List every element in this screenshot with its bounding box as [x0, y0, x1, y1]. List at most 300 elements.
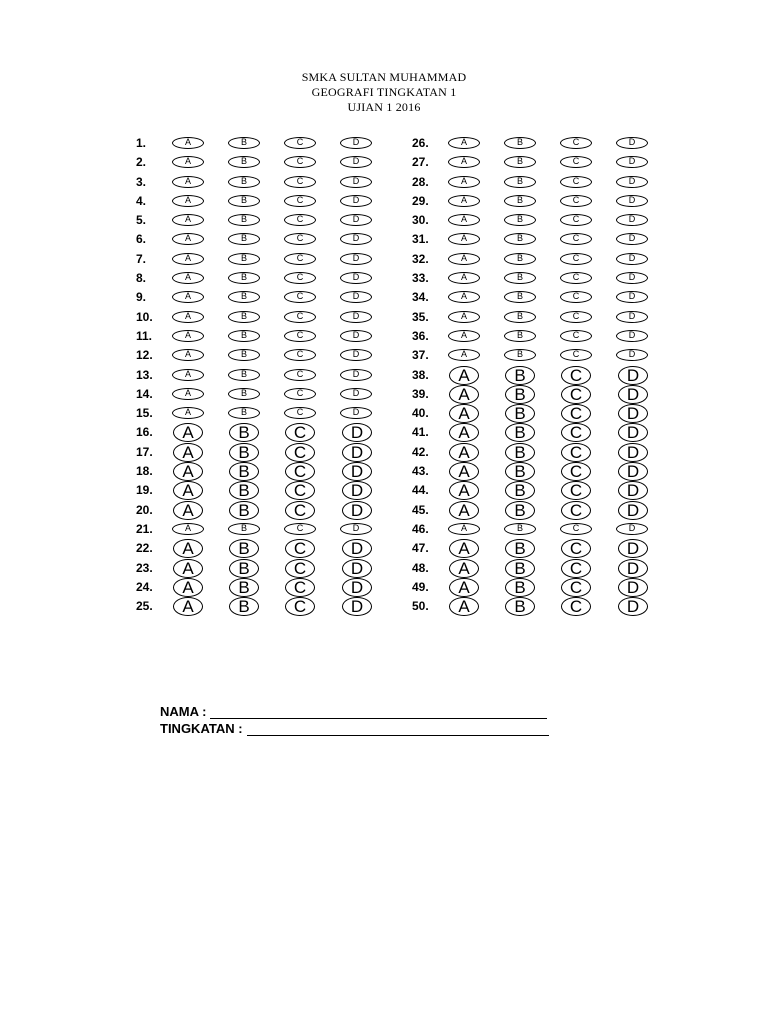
answer-bubble-c[interactable]: C: [284, 369, 316, 381]
question-row: [136, 173, 396, 192]
answer-bubble-d[interactable]: D: [340, 272, 372, 284]
answer-bubble-b[interactable]: B: [229, 462, 259, 481]
answer-bubble-d[interactable]: D: [340, 253, 372, 265]
question-row: [136, 346, 396, 365]
answer-bubble-c[interactable]: C: [560, 156, 592, 168]
answer-bubble-d[interactable]: D: [616, 214, 648, 226]
question-number: 29.: [412, 193, 429, 208]
question-row: [136, 327, 396, 346]
answer-bubble-b[interactable]: B: [505, 423, 535, 442]
answer-bubble-c[interactable]: C: [561, 462, 591, 481]
answer-bubble-a[interactable]: A: [449, 501, 479, 520]
question-row: [412, 153, 672, 172]
question-row: [136, 308, 396, 327]
answer-bubble-d[interactable]: D: [616, 330, 648, 342]
answer-bubble-b[interactable]: B: [505, 443, 535, 462]
answer-bubble-a[interactable]: A: [449, 443, 479, 462]
question-row: [412, 346, 672, 365]
answer-bubble-b[interactable]: B: [229, 423, 259, 442]
question-row: [412, 230, 672, 249]
answer-bubble-a[interactable]: A: [449, 539, 479, 558]
question-row: [136, 520, 396, 539]
question-number: 25.: [136, 599, 153, 614]
answer-bubble-b[interactable]: B: [229, 539, 259, 558]
answer-bubble-a[interactable]: A: [172, 272, 204, 284]
answer-bubble-b[interactable]: B: [505, 481, 535, 500]
question-number: 42.: [412, 444, 429, 459]
answer-bubble-d[interactable]: D: [618, 366, 648, 385]
answer-bubble-d[interactable]: D: [616, 311, 648, 323]
question-row: [412, 385, 672, 404]
answer-bubble-c[interactable]: C: [285, 423, 315, 442]
answer-bubble-a[interactable]: A: [173, 443, 203, 462]
answer-bubble-c[interactable]: C: [285, 481, 315, 500]
answer-bubble-a[interactable]: A: [173, 597, 203, 616]
answer-bubble-c[interactable]: C: [285, 559, 315, 578]
question-number: 16.: [136, 425, 153, 440]
question-row: [412, 308, 672, 327]
answer-bubble-c[interactable]: C: [285, 578, 315, 597]
answer-bubble-b[interactable]: B: [229, 443, 259, 462]
question-row: [412, 443, 672, 462]
answer-bubble-a[interactable]: A: [449, 423, 479, 442]
answer-bubble-c[interactable]: C: [560, 311, 592, 323]
question-number: 23.: [136, 560, 153, 575]
answer-bubble-d[interactable]: D: [340, 291, 372, 303]
answer-bubble-b[interactable]: B: [504, 311, 536, 323]
answer-bubble-c[interactable]: C: [561, 501, 591, 520]
answer-bubble-a[interactable]: A: [448, 176, 480, 188]
question-number: 26.: [412, 136, 429, 150]
answer-bubble-a[interactable]: A: [172, 253, 204, 265]
question-number: 9.: [136, 290, 147, 305]
answer-bubble-a[interactable]: A: [448, 291, 480, 303]
answer-bubble-d[interactable]: D: [342, 462, 372, 481]
answer-bubble-c[interactable]: C: [284, 195, 316, 207]
answer-bubble-d[interactable]: D: [340, 214, 372, 226]
answer-bubble-a[interactable]: A: [172, 523, 204, 535]
answer-bubble-b[interactable]: B: [229, 597, 259, 616]
answer-bubble-a[interactable]: A: [173, 539, 203, 558]
answer-bubble-a[interactable]: A: [449, 366, 479, 385]
question-number: 41.: [412, 425, 429, 440]
answer-bubble-d[interactable]: D: [340, 407, 372, 419]
answer-bubble-d[interactable]: D: [616, 176, 648, 188]
answer-bubble-c[interactable]: C: [284, 253, 316, 265]
answer-bubble-b[interactable]: B: [228, 388, 260, 400]
answer-bubble-b[interactable]: B: [505, 366, 535, 385]
question-number: 30.: [412, 213, 429, 228]
question-row: [136, 597, 396, 616]
answer-bubble-c[interactable]: C: [284, 233, 316, 245]
answer-bubble-b[interactable]: B: [229, 481, 259, 500]
answer-bubble-a[interactable]: A: [172, 388, 204, 400]
question-number: 5.: [136, 213, 147, 228]
question-row: [412, 250, 672, 269]
question-number: 48.: [412, 560, 429, 575]
answer-bubble-a[interactable]: A: [172, 349, 204, 361]
answer-bubble-a[interactable]: A: [448, 349, 480, 361]
question-number: 19.: [136, 483, 153, 498]
question-row: [136, 423, 396, 442]
answer-bubble-d[interactable]: D: [616, 272, 648, 284]
question-row: [136, 153, 396, 172]
school-name: SMKA SULTAN MUHAMMAD: [301, 70, 467, 84]
answer-bubble-c[interactable]: C: [560, 137, 592, 149]
answer-bubble-a[interactable]: A: [172, 156, 204, 168]
answer-bubble-b[interactable]: B: [229, 501, 259, 520]
answer-bubble-a[interactable]: A: [448, 272, 480, 284]
question-number: 45.: [412, 502, 429, 517]
answer-bubble-a[interactable]: A: [173, 462, 203, 481]
answer-bubble-d[interactable]: D: [616, 195, 648, 207]
question-number: 14.: [136, 386, 153, 401]
answer-bubble-d[interactable]: D: [618, 501, 648, 520]
answer-bubble-a[interactable]: A: [172, 407, 204, 419]
answer-bubble-c[interactable]: C: [560, 349, 592, 361]
answer-bubble-b[interactable]: B: [228, 407, 260, 419]
answer-bubble-a[interactable]: A: [449, 559, 479, 578]
answer-bubble-b[interactable]: B: [505, 462, 535, 481]
answer-bubble-d[interactable]: D: [340, 330, 372, 342]
question-number: 7.: [136, 251, 147, 266]
answer-bubble-c[interactable]: C: [560, 176, 592, 188]
answer-bubble-c[interactable]: C: [284, 330, 316, 342]
question-row: [412, 501, 672, 520]
question-row: [412, 327, 672, 346]
answer-bubble-a[interactable]: A: [172, 369, 204, 381]
answer-bubble-a[interactable]: A: [448, 214, 480, 226]
question-row: [136, 481, 396, 500]
answer-bubble-c[interactable]: C: [560, 272, 592, 284]
question-row: [412, 269, 672, 288]
answer-bubble-b[interactable]: B: [504, 349, 536, 361]
answer-bubble-b[interactable]: B: [505, 404, 535, 423]
question-number: 4.: [136, 193, 147, 208]
question-row: [412, 192, 672, 211]
answer-bubble-d[interactable]: D: [342, 597, 372, 616]
answer-bubble-a[interactable]: A: [172, 330, 204, 342]
answer-bubble-a[interactable]: A: [448, 137, 480, 149]
question-row: [412, 404, 672, 423]
question-row: [136, 211, 396, 230]
answer-bubble-b[interactable]: B: [228, 291, 260, 303]
answer-bubble-b[interactable]: B: [505, 385, 535, 404]
question-number: 50.: [412, 599, 429, 614]
answer-bubble-d[interactable]: D: [340, 349, 372, 361]
answer-bubble-c[interactable]: C: [561, 481, 591, 500]
answer-bubble-d[interactable]: D: [618, 404, 648, 423]
answer-bubble-c[interactable]: C: [284, 137, 316, 149]
answer-bubble-a[interactable]: A: [173, 578, 203, 597]
tingkatan-label: TINGKATAN :: [160, 721, 243, 736]
answer-bubble-a[interactable]: A: [173, 423, 203, 442]
answer-bubble-a[interactable]: A: [172, 233, 204, 245]
question-number: 3.: [136, 174, 147, 189]
answer-bubble-a[interactable]: A: [449, 597, 479, 616]
question-number: 20.: [136, 502, 153, 517]
question-number: 1.: [136, 136, 147, 150]
question-row: [136, 250, 396, 269]
question-row: [412, 134, 672, 153]
question-row: [412, 520, 672, 539]
answer-bubble-b[interactable]: B: [504, 214, 536, 226]
exam-title: UJIAN 1 2016: [347, 100, 421, 114]
answer-bubble-c[interactable]: C: [285, 597, 315, 616]
question-row: [136, 366, 396, 385]
answer-bubble-b[interactable]: B: [228, 330, 260, 342]
question-row: [412, 211, 672, 230]
tingkatan-field[interactable]: [247, 723, 549, 736]
answer-bubble-d[interactable]: D: [616, 233, 648, 245]
answer-bubble-a[interactable]: A: [173, 501, 203, 520]
answer-bubble-c[interactable]: C: [285, 539, 315, 558]
answer-bubble-c[interactable]: C: [284, 407, 316, 419]
answer-bubble-d[interactable]: D: [616, 523, 648, 535]
answer-bubble-a[interactable]: A: [448, 330, 480, 342]
question-number: 27.: [412, 155, 429, 170]
answer-bubble-d[interactable]: D: [618, 539, 648, 558]
answer-bubble-d[interactable]: D: [340, 311, 372, 323]
answer-bubble-b[interactable]: B: [505, 597, 535, 616]
answer-column-right: [412, 134, 672, 616]
answer-bubble-b[interactable]: B: [228, 195, 260, 207]
question-number: 32.: [412, 251, 429, 266]
student-info-form: [160, 702, 549, 736]
question-row: [136, 501, 396, 520]
answer-bubble-a[interactable]: A: [448, 233, 480, 245]
question-row: [136, 578, 396, 597]
answer-bubble-d[interactable]: D: [340, 388, 372, 400]
question-number: 46.: [412, 521, 429, 536]
answer-bubble-c[interactable]: C: [285, 443, 315, 462]
answer-bubble-d[interactable]: D: [340, 137, 372, 149]
answer-bubble-b[interactable]: B: [228, 156, 260, 168]
answer-bubble-c[interactable]: C: [560, 214, 592, 226]
answer-bubble-c[interactable]: C: [285, 501, 315, 520]
question-number: 39.: [412, 386, 429, 401]
answer-bubble-d[interactable]: D: [340, 156, 372, 168]
answer-bubble-a[interactable]: A: [449, 404, 479, 423]
question-row: [412, 559, 672, 578]
answer-bubble-b[interactable]: B: [228, 253, 260, 265]
question-number: 37.: [412, 348, 429, 363]
answer-bubble-c[interactable]: C: [285, 462, 315, 481]
answer-bubble-d[interactable]: D: [340, 233, 372, 245]
answer-bubble-a[interactable]: A: [449, 462, 479, 481]
question-number: 31.: [412, 232, 429, 247]
answer-bubble-d[interactable]: D: [618, 443, 648, 462]
answer-bubble-d[interactable]: D: [340, 195, 372, 207]
answer-bubble-d[interactable]: D: [342, 501, 372, 520]
answer-bubble-b[interactable]: B: [504, 291, 536, 303]
question-row: [412, 423, 672, 442]
question-number: 40.: [412, 406, 429, 421]
answer-bubble-a[interactable]: A: [173, 481, 203, 500]
sheet-header: [0, 70, 768, 115]
answer-bubble-d[interactable]: D: [618, 423, 648, 442]
answer-bubble-a[interactable]: A: [172, 137, 204, 149]
answer-bubble-d[interactable]: D: [618, 578, 648, 597]
question-number: 47.: [412, 541, 429, 556]
answer-bubble-b[interactable]: B: [228, 233, 260, 245]
answer-bubble-a[interactable]: A: [172, 291, 204, 303]
answer-bubble-a[interactable]: A: [172, 176, 204, 188]
question-number: 35.: [412, 309, 429, 324]
nama-field[interactable]: [210, 706, 547, 719]
question-row: [412, 366, 672, 385]
answer-bubble-a[interactable]: A: [449, 578, 479, 597]
answer-bubble-c[interactable]: C: [560, 195, 592, 207]
answer-bubble-a[interactable]: A: [172, 311, 204, 323]
answer-bubble-d[interactable]: D: [342, 578, 372, 597]
answer-bubble-c[interactable]: C: [561, 404, 591, 423]
answer-bubble-c[interactable]: C: [284, 291, 316, 303]
question-number: 17.: [136, 444, 153, 459]
answer-bubble-c[interactable]: C: [561, 597, 591, 616]
question-number: 36.: [412, 328, 429, 343]
answer-bubble-d[interactable]: D: [342, 559, 372, 578]
answer-bubble-c[interactable]: C: [560, 523, 592, 535]
answer-bubble-a[interactable]: A: [448, 195, 480, 207]
answer-bubble-c[interactable]: C: [284, 311, 316, 323]
answer-bubble-b[interactable]: B: [228, 349, 260, 361]
answer-bubble-b[interactable]: B: [504, 195, 536, 207]
answer-bubble-d[interactable]: D: [342, 481, 372, 500]
answer-bubble-c[interactable]: C: [561, 366, 591, 385]
answer-bubble-d[interactable]: D: [342, 443, 372, 462]
question-row: [412, 597, 672, 616]
answer-bubble-c[interactable]: C: [284, 388, 316, 400]
answer-bubble-b[interactable]: B: [504, 272, 536, 284]
answer-bubble-b[interactable]: B: [504, 233, 536, 245]
answer-bubble-b[interactable]: B: [505, 559, 535, 578]
answer-bubble-c[interactable]: C: [560, 291, 592, 303]
answer-bubble-b[interactable]: B: [228, 214, 260, 226]
answer-bubble-c[interactable]: C: [284, 272, 316, 284]
answer-bubble-b[interactable]: B: [228, 137, 260, 149]
tingkatan-row: [160, 719, 549, 736]
answer-bubble-c[interactable]: C: [284, 176, 316, 188]
answer-bubble-d[interactable]: D: [616, 156, 648, 168]
question-number: 2.: [136, 155, 147, 170]
question-number: 28.: [412, 174, 429, 189]
answer-bubble-b[interactable]: B: [228, 311, 260, 323]
answer-bubble-c[interactable]: C: [560, 233, 592, 245]
answer-bubble-d[interactable]: D: [618, 559, 648, 578]
question-row: [136, 443, 396, 462]
question-row: [412, 173, 672, 192]
answer-bubble-d[interactable]: D: [618, 481, 648, 500]
answer-bubble-c[interactable]: C: [561, 578, 591, 597]
answer-bubble-b[interactable]: B: [504, 523, 536, 535]
answer-bubble-b[interactable]: B: [505, 539, 535, 558]
answer-bubble-c[interactable]: C: [561, 423, 591, 442]
answer-bubble-d[interactable]: D: [616, 253, 648, 265]
answer-bubble-d[interactable]: D: [340, 523, 372, 535]
answer-bubble-c[interactable]: C: [284, 349, 316, 361]
answer-bubble-c[interactable]: C: [284, 523, 316, 535]
answer-bubble-b[interactable]: B: [228, 272, 260, 284]
answer-bubble-d[interactable]: D: [340, 369, 372, 381]
answer-bubble-a[interactable]: A: [448, 523, 480, 535]
answer-bubble-a[interactable]: A: [173, 559, 203, 578]
answer-bubble-c[interactable]: C: [284, 214, 316, 226]
answer-bubble-d[interactable]: D: [616, 291, 648, 303]
question-row: [136, 404, 396, 423]
answer-bubble-b[interactable]: B: [504, 176, 536, 188]
answer-bubble-c[interactable]: C: [284, 156, 316, 168]
answer-bubble-d[interactable]: D: [342, 423, 372, 442]
answer-bubble-c[interactable]: C: [560, 330, 592, 342]
question-row: [136, 539, 396, 558]
answer-bubble-d[interactable]: D: [618, 597, 648, 616]
answer-bubble-d[interactable]: D: [618, 385, 648, 404]
question-row: [136, 134, 396, 153]
question-number: 11.: [136, 328, 153, 343]
question-row: [412, 462, 672, 481]
question-row: [136, 269, 396, 288]
question-row: [412, 481, 672, 500]
answer-bubble-a[interactable]: A: [172, 214, 204, 226]
answer-bubble-b[interactable]: B: [504, 137, 536, 149]
answer-bubble-b[interactable]: B: [228, 523, 260, 535]
question-number: 13.: [136, 367, 153, 382]
question-number: 33.: [412, 271, 429, 286]
answer-column-left: [136, 134, 396, 616]
answer-bubble-c[interactable]: C: [561, 539, 591, 558]
answer-bubble-b[interactable]: B: [229, 559, 259, 578]
question-number: 49.: [412, 579, 429, 594]
question-row: [136, 230, 396, 249]
answer-bubble-a[interactable]: A: [172, 195, 204, 207]
answer-bubble-b[interactable]: B: [228, 176, 260, 188]
answer-bubble-b[interactable]: B: [505, 501, 535, 520]
answer-bubble-a[interactable]: A: [448, 156, 480, 168]
question-row: [412, 288, 672, 307]
answer-bubble-d[interactable]: D: [340, 176, 372, 188]
question-row: [136, 462, 396, 481]
answer-bubble-d[interactable]: D: [616, 349, 648, 361]
nama-row: [160, 702, 549, 719]
question-number: 24.: [136, 579, 153, 594]
answer-bubble-a[interactable]: A: [448, 311, 480, 323]
answer-bubble-d[interactable]: D: [342, 539, 372, 558]
subject-title: GEOGRAFI TINGKATAN 1: [311, 85, 457, 99]
question-number: 34.: [412, 290, 429, 305]
answer-bubble-a[interactable]: A: [449, 385, 479, 404]
nama-label: NAMA :: [160, 704, 207, 719]
answer-bubble-d[interactable]: D: [618, 462, 648, 481]
answer-bubble-d[interactable]: D: [616, 137, 648, 149]
question-row: [136, 559, 396, 578]
answer-bubble-c[interactable]: C: [561, 443, 591, 462]
answer-bubble-a[interactable]: A: [449, 481, 479, 500]
answer-bubble-c[interactable]: C: [561, 385, 591, 404]
answer-bubble-b[interactable]: B: [504, 330, 536, 342]
question-number: 8.: [136, 271, 147, 286]
answer-bubble-c[interactable]: C: [560, 253, 592, 265]
answer-bubble-c[interactable]: C: [561, 559, 591, 578]
answer-bubble-b[interactable]: B: [504, 253, 536, 265]
question-number: 44.: [412, 483, 429, 498]
answer-bubble-b[interactable]: B: [505, 578, 535, 597]
answer-bubble-b[interactable]: B: [228, 369, 260, 381]
answer-bubble-b[interactable]: B: [229, 578, 259, 597]
answer-bubble-b[interactable]: B: [504, 156, 536, 168]
question-number: 6.: [136, 232, 147, 247]
answer-bubble-a[interactable]: A: [448, 253, 480, 265]
